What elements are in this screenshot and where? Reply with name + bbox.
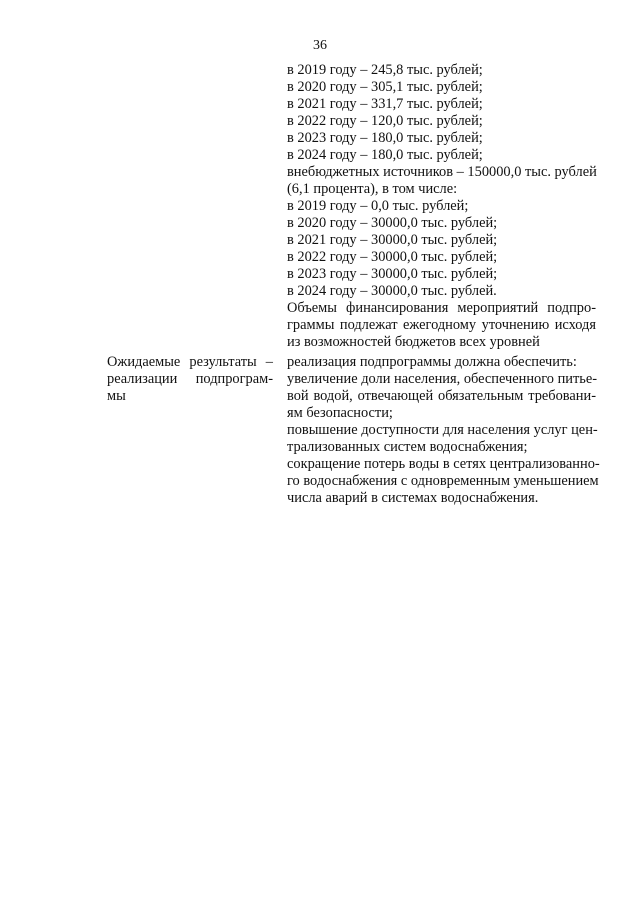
page-number: 36 — [313, 38, 327, 53]
results-label — [107, 354, 273, 405]
funding-line: в 2021 году – 331,7 тыс. рублей; — [287, 96, 483, 112]
funding-line: в 2024 году – 180,0 тыс. рублей; — [287, 147, 483, 163]
funding-line: в 2023 году – 180,0 тыс. рублей; — [287, 130, 483, 146]
funding-line: в 2024 году – 30000,0 тыс. рублей. — [287, 283, 497, 299]
funding-line: (6,1 процента), в том числе: — [287, 181, 458, 197]
funding-line: в 2021 году – 30000,0 тыс. рублей; — [287, 232, 498, 248]
funding-line: в 2023 году – 30000,0 тыс. рублей; — [287, 266, 498, 282]
funding-line: в 2019 году – 0,0 тыс. рублей; — [287, 198, 469, 214]
results-label-line: Ожидаемые результаты – — [107, 354, 273, 370]
results-line: вой водой, отвечающей обязательным требовани- — [287, 388, 596, 404]
funding-line: Объемы финансирования мероприятий подпро- — [287, 300, 596, 316]
funding-line: в 2020 году – 305,1 тыс. рублей; — [287, 79, 483, 95]
results-label-line: мы — [107, 388, 126, 404]
funding-line: граммы подлежат ежегодному уточнению исходя — [287, 317, 596, 333]
funding-line: в 2019 году – 245,8 тыс. рублей; — [287, 62, 483, 78]
results-label-line: реализации подпрограм- — [107, 371, 273, 387]
results-line: ям безопасности; — [287, 405, 393, 421]
results-line: сокращение потерь воды в сетях централизованно- — [287, 456, 600, 472]
results-line: трализованных систем водоснабжения; — [287, 439, 528, 455]
results-line: увеличение доли населения, обеспеченного питье- — [287, 371, 598, 387]
results-line: числа аварий в системах водоснабжения. — [287, 490, 539, 506]
funding-line: в 2020 году – 30000,0 тыс. рублей; — [287, 215, 498, 231]
funding-line: в 2022 году – 120,0 тыс. рублей; — [287, 113, 483, 129]
results-line: повышение доступности для населения услуг цен- — [287, 422, 598, 438]
results-line: реализация подпрограммы должна обеспечить: — [287, 354, 577, 370]
funding-line: из возможностей бюджетов всех уровней — [287, 334, 540, 350]
results-line: го водоснабжения с одновременным уменьшением — [287, 473, 599, 489]
funding-line: в 2022 году – 30000,0 тыс. рублей; — [287, 249, 498, 265]
funding-text-block — [287, 62, 596, 351]
results-text-block — [287, 354, 600, 507]
funding-line: внебюджетных источников – 150000,0 тыс. рублей — [287, 164, 597, 180]
